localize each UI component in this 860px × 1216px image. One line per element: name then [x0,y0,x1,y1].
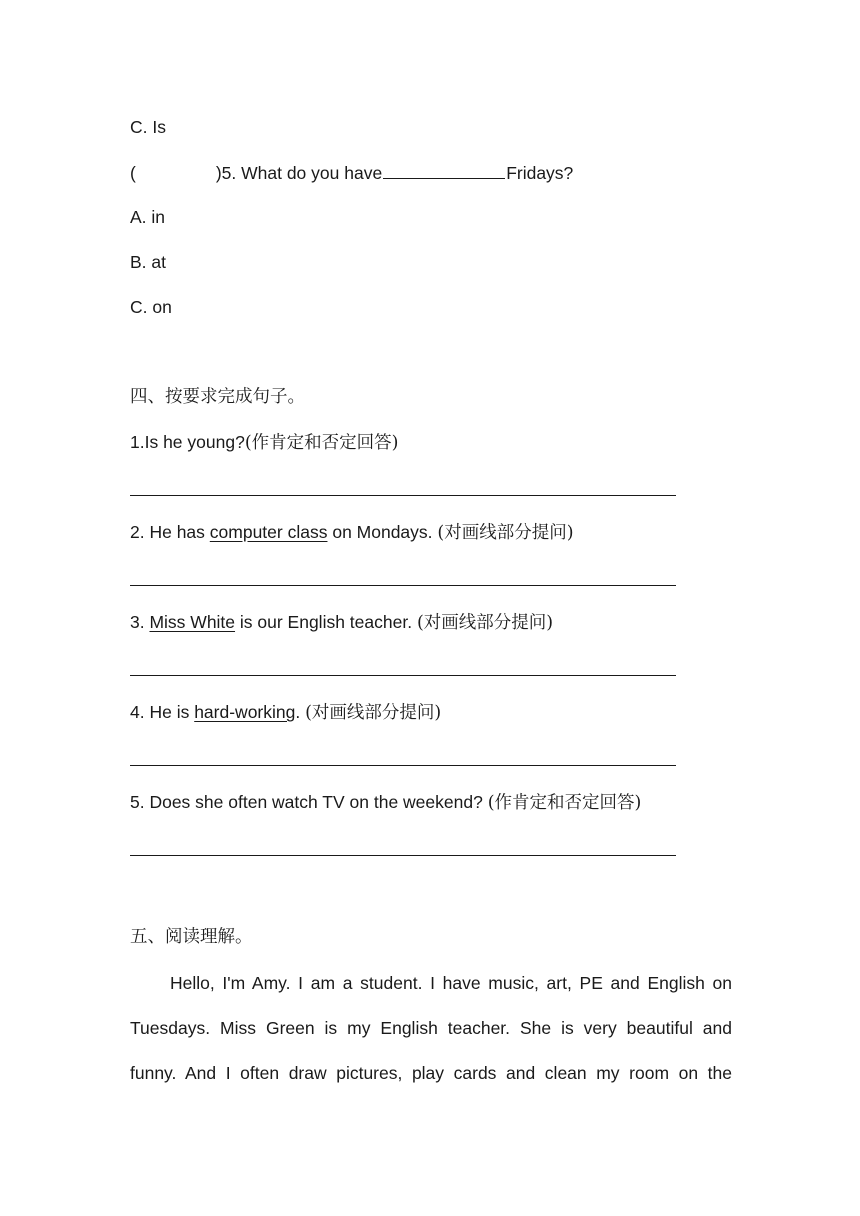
s4-item-2-answer-line[interactable] [130,585,676,586]
q5-stem-before: )5. What do you have [215,163,383,183]
s4-item-4-answer-line[interactable] [130,765,676,766]
section4-title: 四、按要求完成句子。 [130,387,305,407]
q5-blank[interactable] [383,161,505,179]
s4-item-3-answer-line[interactable] [130,675,676,676]
s4-item-5-note: (作肯定和否定回答) [487,793,642,813]
s5-passage-line-2: Tuesdays. Miss Green is my English teacher. She is very beautiful and [130,1018,732,1038]
s5-passage-line-3: funny. And I often draw pictures, play cards and clean my room on the [130,1063,732,1083]
s4-item-5 [130,791,641,814]
q5-option-a: A. in [130,207,166,227]
s4-item-4-underlined: hard-working [194,702,296,722]
q5-open-paren: ( [130,163,136,183]
s4-item-3-underlined: Miss White [149,612,236,632]
s4-item-4-after: . [295,702,306,722]
s4-item-2-note: (对画线部分提问) [437,523,574,543]
s4-item-1-note: (作肯定和否定回答) [244,433,399,453]
s4-item-3-note: (对画线部分提问) [416,613,554,633]
s4-item-4-before: 4. He is [130,702,195,722]
q5-option-c: C. on [130,297,172,317]
s4-item-1-before: 1.Is he young? [130,432,245,452]
s4-item-1 [130,431,398,454]
s4-item-4 [130,701,441,724]
q5-option-b: B. at [130,252,166,272]
s4-item-1-answer-line[interactable] [130,495,676,496]
s4-item-2 [130,521,574,544]
q5-stem-after: Fridays? [506,163,574,183]
s4-item-2-after: on Mondays. [327,522,438,542]
s4-item-3-after: is our English teacher. [235,612,417,632]
s4-item-4-note: (对画线部分提问) [305,703,442,723]
section5-title: 五、阅读理解。 [130,927,253,947]
q4-option-c: C. Is [130,117,166,137]
s4-item-2-before: 2. He has [130,522,210,542]
s4-item-2-underlined: computer class [209,522,328,542]
s4-item-3 [130,611,553,634]
s4-item-5-answer-line[interactable] [130,855,676,856]
s4-item-5-before: 5. Does she often watch TV on the weekend? [130,792,488,812]
s5-passage-line-1: Hello, I'm Amy. I am a student. I have music, art, PE and English on [170,973,732,993]
s4-item-3-before: 3. [130,612,150,632]
q5-stem [130,161,573,184]
